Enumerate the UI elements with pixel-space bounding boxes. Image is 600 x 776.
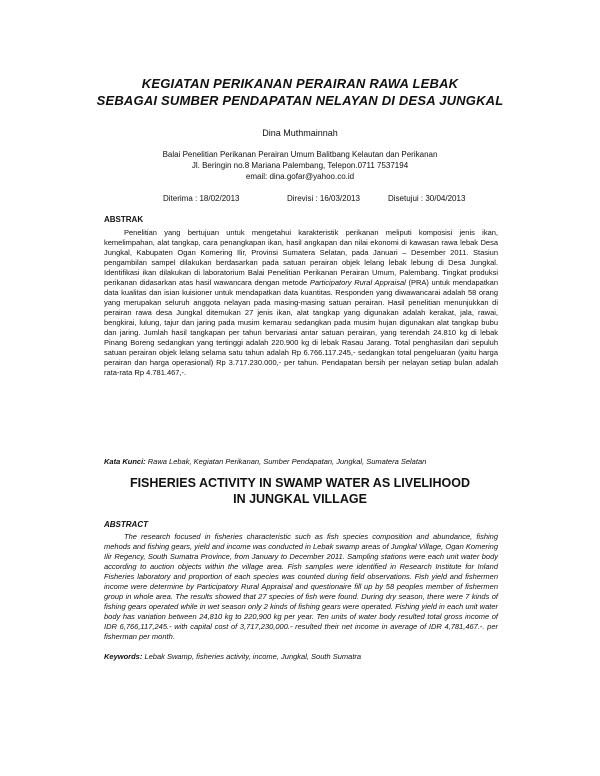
affiliation-email: email: dina.gofar@yahoo.co.id <box>245 172 355 181</box>
abstrak-heading: ABSTRAK <box>104 215 144 224</box>
title-en-line-1: FISHERIES ACTIVITY IN SWAMP WATER AS LIVELIHOOD <box>129 476 471 490</box>
kata-kunci-label: Kata Kunci: <box>104 457 146 466</box>
abstrak-text-part-2: (PRA) untuk mendapatkan data kualitas dan isian kuisioner untuk mendapatkan data kuantitas. Responden yang diwawancarai adalah 58 orang yang merupakan seluruh anggota nelayan pada masing-masing satuan perairan. Hasil penelitian menunjukkan di perairan rawa desa Jungkal ditemukan 27 jenis ikan, alat tangkap yang digunakan adalah kerakat, jala, rawai, bengkirai, lulung, tajur dan jaring pada musim kemarau sedangkan pada musim hujan digunakan alat tangkap bubu dan jaring. Jumlah hasil tangkapan per tahun bervariasi antar satuan perairan, yang terendah 24.810 kg di lebak Pinang Boreng sedangkan yang tertinggi adalah 220.900 kg di lebak Rasau Jarang. Total penghasilan dari sepuluh satuan perairan objek lelang selama satu tahun adalah Rp 6.766.117.245,- sedangkan total pengeluaran (yaitu harga perairan dan harga operasional) Rp 3.717.230.000,- per tahun. Pendapatan bersih per nelayan setiap bulan adalah rata-rata Rp 4.781.467,-. <box>104 278 499 377</box>
title-en-line-2: IN JUNGKAL VILLAGE <box>233 492 367 506</box>
date-revised: Direvisi : 16/03/2013 <box>287 194 360 203</box>
author-name: Dina Muthmainnah <box>262 128 338 138</box>
keywords-value: Lebak Swamp, fisheries activity, income, Jungkal, South Sumatra <box>144 652 362 661</box>
title-id-line-2: SEBAGAI SUMBER PENDAPATAN NELAYAN DI DESA JUNGKAL <box>96 93 504 108</box>
affiliation-line-1: Balai Penelitian Perikanan Perairan Umum Balitbang Kelautan dan Perikanan <box>162 150 438 159</box>
affiliation-line-2: Jl. Beringin no.8 Mariana Palembang, Telepon.0711 7537194 <box>191 161 409 170</box>
abstract-paragraph: The research focused in fisheries characteristic such as fish species composition and abundance, fishing mehods and fishing gears, yield and income was conducted in Lebak swamp areas of Jungkal Village, Ogan Komering Ilir Regency, South Sumatra Province, from January to December 2011. Sampling stations were each unit water body according to auction objects within the village area. Fish samples were identified in Research Institute for Inland Fisheries laboratory and proportion of each species was counted during field observations. Fish yield and fishermen income were determine by Participatory Rural Appraisal and questionaire fill up by 58 peoples member of fishermen group in whole area. The results showed that 27 species of fish were found. During dry season, there were 7 kinds of fishing gears operated while in wet season only 2 kinds of fishing gears were operated. Fishing yield in each unit water body has variation between 24,810 kg to 220,900 kg per year. Ten units of water body resulted total gross income of IDR 6,766,117,245.- with capital cost of 3,717,230,000.- resulted their net income in average of IDR 4,781,467.-. per fisherman per month. <box>104 532 498 641</box>
abstrak-text-italic: Participatory Rural Appraisal <box>309 278 406 287</box>
abstrak-text-part-1: Penelitian yang bertujuan untuk mengetahui karakteristik perikanan meliputi komposisi jenis ikan, kemelimpahan, alat tangkap, cara penangkapan ikan, hasil angkapan dan nilai ekonomi di kawasan rawa lebak Desa Jungkal, Kabupaten Ogan Komering Ilir, Provinsi Sumatera Selatan, pada Januari – Desember 2011. Stasiun pengambilan sampel dilakukan berdasarkan pada satuan perairan objek lelang lebak lebung di Desa Jungkal. Identifikasi ikan dilakukan di laboratorium Balai Penelitian Perikanan Perairan Umum, Palembang. Tingkat produksi perikanan didasarkan atas hasil wawancara dengan metode <box>104 228 498 287</box>
abstract-heading: ABSTRACT <box>104 520 148 529</box>
date-approved: Disetujui : 30/04/2013 <box>388 194 466 203</box>
kata-kunci <box>104 457 504 466</box>
keywords <box>104 652 504 661</box>
title-id-line-1: KEGIATAN PERIKANAN PERAIRAN RAWA LEBAK <box>141 76 459 91</box>
kata-kunci-value: Rawa Lebak, Kegiatan Perikanan, Sumber Pendapatan, Jungkal, Sumatera Selatan <box>147 457 427 466</box>
date-received: Diterima : 18/02/2013 <box>163 194 240 203</box>
keywords-label: Keywords: <box>104 652 143 661</box>
abstrak-paragraph <box>104 228 498 450</box>
